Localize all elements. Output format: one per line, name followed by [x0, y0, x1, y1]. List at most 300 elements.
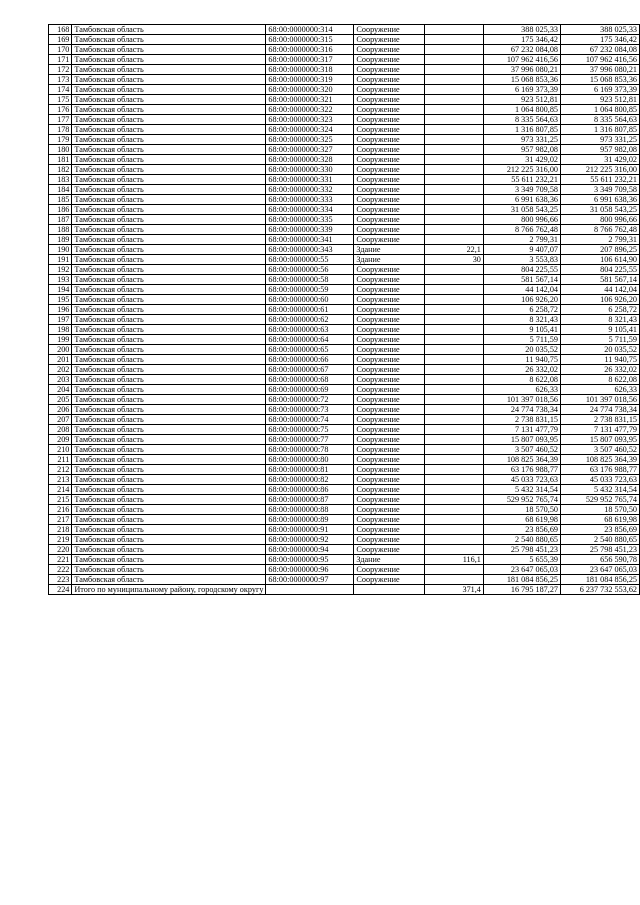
value-2-cell: 2 738 831,15 — [561, 415, 640, 425]
table-row — [49, 335, 640, 345]
object-type-cell: Сооружение — [354, 135, 425, 145]
cadastral-number-cell: 68:00:0000000:78 — [266, 445, 354, 455]
object-type-cell: Сооружение — [354, 25, 425, 35]
region-cell: Тамбовская область — [72, 565, 266, 575]
cadastral-number-cell: 68:00:0000000:63 — [266, 325, 354, 335]
region-cell: Тамбовская область — [72, 395, 266, 405]
region-cell: Тамбовская область — [72, 475, 266, 485]
table-row — [49, 445, 640, 455]
cadastral-number-cell: 68:00:0000000:59 — [266, 285, 354, 295]
cadastral-number-cell: 68:00:0000000:335 — [266, 215, 354, 225]
table-row — [49, 565, 640, 575]
value-1-cell: 7 131 477,79 — [483, 425, 560, 435]
value-2-cell: 9 105,41 — [561, 325, 640, 335]
object-type-cell: Сооружение — [354, 195, 425, 205]
object-type-cell: Сооружение — [354, 485, 425, 495]
value-1-cell: 44 142,04 — [483, 285, 560, 295]
table-row — [49, 135, 640, 145]
cadastral-number-cell: 68:00:0000000:325 — [266, 135, 354, 145]
region-cell: Тамбовская область — [72, 575, 266, 585]
area-cell — [424, 575, 483, 585]
table-row — [49, 325, 640, 335]
total-label: Итого по муниципальному району, городскому округу — [72, 585, 266, 595]
value-2-cell: 106 614,90 — [561, 255, 640, 265]
value-2-cell: 25 798 451,23 — [561, 545, 640, 555]
table-row — [49, 575, 640, 585]
value-2-cell: 8 766 762,48 — [561, 225, 640, 235]
cadastral-number-cell: 68:00:0000000:343 — [266, 245, 354, 255]
area-cell — [424, 165, 483, 175]
region-cell: Тамбовская область — [72, 405, 266, 415]
value-1-cell: 1 064 800,85 — [483, 105, 560, 115]
value-2-cell: 804 225,55 — [561, 265, 640, 275]
cadastral-number-cell: 68:00:0000000:55 — [266, 255, 354, 265]
area-cell — [424, 25, 483, 35]
row-number: 200 — [49, 345, 72, 355]
value-1-cell: 6 258,72 — [483, 305, 560, 315]
table-row — [49, 465, 640, 475]
value-1-cell: 67 232 084,08 — [483, 45, 560, 55]
table-row — [49, 295, 640, 305]
table-row — [49, 385, 640, 395]
value-1-cell: 9 105,41 — [483, 325, 560, 335]
value-1-cell: 18 570,50 — [483, 505, 560, 515]
region-cell: Тамбовская область — [72, 155, 266, 165]
value-1-cell: 388 025,33 — [483, 25, 560, 35]
row-number: 203 — [49, 375, 72, 385]
value-1-cell: 63 176 988,77 — [483, 465, 560, 475]
row-number: 185 — [49, 195, 72, 205]
cadastral-number-cell: 68:00:0000000:88 — [266, 505, 354, 515]
region-cell: Тамбовская область — [72, 375, 266, 385]
cadastral-number-cell: 68:00:0000000:60 — [266, 295, 354, 305]
value-2-cell: 68 619,98 — [561, 515, 640, 525]
area-cell — [424, 225, 483, 235]
area-cell — [424, 455, 483, 465]
table-body — [49, 25, 640, 585]
table-row — [49, 245, 640, 255]
row-number: 192 — [49, 265, 72, 275]
table-row — [49, 25, 640, 35]
object-type-cell: Сооружение — [354, 305, 425, 315]
row-number: 189 — [49, 235, 72, 245]
object-type-cell: Сооружение — [354, 405, 425, 415]
value-2-cell: 581 567,14 — [561, 275, 640, 285]
cadastral-number-cell: 68:00:0000000:89 — [266, 515, 354, 525]
value-2-cell: 108 825 364,39 — [561, 455, 640, 465]
region-cell: Тамбовская область — [72, 225, 266, 235]
object-type-cell: Сооружение — [354, 345, 425, 355]
object-type-cell: Сооружение — [354, 335, 425, 345]
cadastral-number-cell: 68:00:0000000:87 — [266, 495, 354, 505]
object-type-cell: Сооружение — [354, 275, 425, 285]
object-type-cell: Сооружение — [354, 105, 425, 115]
table-row — [49, 305, 640, 315]
value-1-cell: 804 225,55 — [483, 265, 560, 275]
cadastral-number-cell: 68:00:0000000:94 — [266, 545, 354, 555]
row-number: 199 — [49, 335, 72, 345]
row-number: 176 — [49, 105, 72, 115]
row-number: 210 — [49, 445, 72, 455]
value-1-cell: 529 952 765,74 — [483, 495, 560, 505]
cadastral-number-cell: 68:00:0000000:316 — [266, 45, 354, 55]
table-row — [49, 275, 640, 285]
total-value-2: 6 237 732 553,62 — [561, 585, 640, 595]
area-cell: 116,1 — [424, 555, 483, 565]
table-row — [49, 175, 640, 185]
value-2-cell: 106 926,20 — [561, 295, 640, 305]
cadastral-number-cell: 68:00:0000000:74 — [266, 415, 354, 425]
total-value-1: 16 795 187,27 — [483, 585, 560, 595]
table-row — [49, 375, 640, 385]
object-type-cell: Сооружение — [354, 565, 425, 575]
region-cell: Тамбовская область — [72, 85, 266, 95]
area-cell — [424, 355, 483, 365]
cadastral-number-cell: 68:00:0000000:317 — [266, 55, 354, 65]
area-cell — [424, 265, 483, 275]
row-number: 174 — [49, 85, 72, 95]
area-cell — [424, 215, 483, 225]
object-type-cell: Сооружение — [354, 145, 425, 155]
region-cell: Тамбовская область — [72, 95, 266, 105]
value-1-cell: 37 996 080,21 — [483, 65, 560, 75]
area-cell — [424, 55, 483, 65]
total-cadastral-cell — [266, 585, 354, 595]
table-row — [49, 35, 640, 45]
area-cell — [424, 375, 483, 385]
object-type-cell: Сооружение — [354, 295, 425, 305]
object-type-cell: Сооружение — [354, 155, 425, 165]
region-cell: Тамбовская область — [72, 105, 266, 115]
area-cell — [424, 545, 483, 555]
value-2-cell: 15 068 853,36 — [561, 75, 640, 85]
table-row — [49, 455, 640, 465]
row-number: 207 — [49, 415, 72, 425]
object-type-cell: Сооружение — [354, 215, 425, 225]
value-1-cell: 24 774 738,34 — [483, 405, 560, 415]
row-number: 215 — [49, 495, 72, 505]
area-cell — [424, 365, 483, 375]
value-2-cell: 23 856,69 — [561, 525, 640, 535]
region-cell: Тамбовская область — [72, 325, 266, 335]
property-table — [48, 24, 640, 595]
value-2-cell: 6 169 373,39 — [561, 85, 640, 95]
area-cell — [424, 465, 483, 475]
cadastral-number-cell: 68:00:0000000:75 — [266, 425, 354, 435]
region-cell: Тамбовская область — [72, 275, 266, 285]
row-number: 169 — [49, 35, 72, 45]
value-2-cell: 656 590,78 — [561, 555, 640, 565]
object-type-cell: Сооружение — [354, 185, 425, 195]
object-type-cell: Сооружение — [354, 265, 425, 275]
value-2-cell: 44 142,04 — [561, 285, 640, 295]
row-number: 168 — [49, 25, 72, 35]
object-type-cell: Сооружение — [354, 35, 425, 45]
value-1-cell: 8 622,08 — [483, 375, 560, 385]
value-2-cell: 2 799,31 — [561, 235, 640, 245]
row-number: 218 — [49, 525, 72, 535]
value-2-cell: 8 335 564,63 — [561, 115, 640, 125]
object-type-cell: Сооружение — [354, 365, 425, 375]
cadastral-number-cell: 68:00:0000000:64 — [266, 335, 354, 345]
region-cell: Тамбовская область — [72, 25, 266, 35]
value-1-cell: 2 738 831,15 — [483, 415, 560, 425]
object-type-cell: Сооружение — [354, 75, 425, 85]
region-cell: Тамбовская область — [72, 145, 266, 155]
area-cell: 30 — [424, 255, 483, 265]
total-type-cell — [354, 585, 425, 595]
object-type-cell: Сооружение — [354, 425, 425, 435]
row-number: 206 — [49, 405, 72, 415]
row-number: 173 — [49, 75, 72, 85]
total-row-number: 224 — [49, 585, 72, 595]
value-1-cell: 212 225 316,00 — [483, 165, 560, 175]
value-2-cell: 107 962 416,56 — [561, 55, 640, 65]
table-row — [49, 85, 640, 95]
table-row — [49, 125, 640, 135]
row-number: 198 — [49, 325, 72, 335]
value-1-cell: 8 766 762,48 — [483, 225, 560, 235]
row-number: 194 — [49, 285, 72, 295]
value-2-cell: 8 622,08 — [561, 375, 640, 385]
value-1-cell: 3 553,83 — [483, 255, 560, 265]
cadastral-number-cell: 68:00:0000000:314 — [266, 25, 354, 35]
region-cell: Тамбовская область — [72, 205, 266, 215]
row-number: 180 — [49, 145, 72, 155]
object-type-cell: Сооружение — [354, 495, 425, 505]
table-row — [49, 215, 640, 225]
table-row — [49, 145, 640, 155]
row-number: 186 — [49, 205, 72, 215]
area-cell — [424, 195, 483, 205]
area-cell — [424, 475, 483, 485]
row-number: 178 — [49, 125, 72, 135]
object-type-cell: Сооружение — [354, 165, 425, 175]
region-cell: Тамбовская область — [72, 45, 266, 55]
value-2-cell: 388 025,33 — [561, 25, 640, 35]
value-2-cell: 7 131 477,79 — [561, 425, 640, 435]
cadastral-number-cell: 68:00:0000000:95 — [266, 555, 354, 565]
area-cell — [424, 335, 483, 345]
table-row — [49, 555, 640, 565]
cadastral-number-cell: 68:00:0000000:68 — [266, 375, 354, 385]
row-number: 223 — [49, 575, 72, 585]
area-cell — [424, 45, 483, 55]
table-row — [49, 425, 640, 435]
region-cell: Тамбовская область — [72, 55, 266, 65]
table-row — [49, 95, 640, 105]
value-1-cell: 175 346,42 — [483, 35, 560, 45]
table-row — [49, 195, 640, 205]
value-1-cell: 31 058 543,25 — [483, 205, 560, 215]
region-cell: Тамбовская область — [72, 265, 266, 275]
area-cell: 22,1 — [424, 245, 483, 255]
region-cell: Тамбовская область — [72, 455, 266, 465]
region-cell: Тамбовская область — [72, 295, 266, 305]
value-2-cell: 26 332,02 — [561, 365, 640, 375]
area-cell — [424, 125, 483, 135]
region-cell: Тамбовская область — [72, 115, 266, 125]
value-1-cell: 101 397 018,56 — [483, 395, 560, 405]
region-cell: Тамбовская область — [72, 515, 266, 525]
value-1-cell: 20 035,52 — [483, 345, 560, 355]
area-cell — [424, 405, 483, 415]
value-2-cell: 63 176 988,77 — [561, 465, 640, 475]
value-1-cell: 3 349 709,58 — [483, 185, 560, 195]
region-cell: Тамбовская область — [72, 185, 266, 195]
value-1-cell: 31 429,02 — [483, 155, 560, 165]
row-number: 217 — [49, 515, 72, 525]
cadastral-number-cell: 68:00:0000000:97 — [266, 575, 354, 585]
cadastral-number-cell: 68:00:0000000:327 — [266, 145, 354, 155]
region-cell: Тамбовская область — [72, 285, 266, 295]
object-type-cell: Сооружение — [354, 525, 425, 535]
value-2-cell: 8 321,43 — [561, 315, 640, 325]
value-2-cell: 6 991 638,36 — [561, 195, 640, 205]
row-number: 211 — [49, 455, 72, 465]
area-cell — [424, 325, 483, 335]
cadastral-number-cell: 68:00:0000000:339 — [266, 225, 354, 235]
cadastral-number-cell: 68:00:0000000:73 — [266, 405, 354, 415]
value-2-cell: 55 611 232,21 — [561, 175, 640, 185]
region-cell: Тамбовская область — [72, 75, 266, 85]
value-1-cell: 973 331,25 — [483, 135, 560, 145]
area-cell — [424, 435, 483, 445]
object-type-cell: Сооружение — [354, 475, 425, 485]
value-1-cell: 626,33 — [483, 385, 560, 395]
object-type-cell: Сооружение — [354, 235, 425, 245]
table-row — [49, 525, 640, 535]
table-row — [49, 285, 640, 295]
object-type-cell: Сооружение — [354, 315, 425, 325]
area-cell — [424, 235, 483, 245]
value-2-cell: 973 331,25 — [561, 135, 640, 145]
row-number: 214 — [49, 485, 72, 495]
value-1-cell: 26 332,02 — [483, 365, 560, 375]
value-2-cell: 212 225 316,00 — [561, 165, 640, 175]
value-1-cell: 1 316 807,85 — [483, 125, 560, 135]
cadastral-number-cell: 68:00:0000000:324 — [266, 125, 354, 135]
cadastral-number-cell: 68:00:0000000:330 — [266, 165, 354, 175]
row-number: 205 — [49, 395, 72, 405]
value-1-cell: 2 799,31 — [483, 235, 560, 245]
area-cell — [424, 65, 483, 75]
table-row — [49, 75, 640, 85]
cadastral-number-cell: 68:00:0000000:320 — [266, 85, 354, 95]
value-1-cell: 581 567,14 — [483, 275, 560, 285]
table-row — [49, 115, 640, 125]
value-2-cell: 15 807 093,95 — [561, 435, 640, 445]
area-cell — [424, 305, 483, 315]
object-type-cell: Сооружение — [354, 375, 425, 385]
area-cell — [424, 275, 483, 285]
region-cell: Тамбовская область — [72, 195, 266, 205]
value-1-cell: 11 940,75 — [483, 355, 560, 365]
object-type-cell: Сооружение — [354, 465, 425, 475]
region-cell: Тамбовская область — [72, 425, 266, 435]
region-cell: Тамбовская область — [72, 315, 266, 325]
value-2-cell: 5 432 314,54 — [561, 485, 640, 495]
cadastral-number-cell: 68:00:0000000:332 — [266, 185, 354, 195]
value-2-cell: 31 058 543,25 — [561, 205, 640, 215]
row-number: 190 — [49, 245, 72, 255]
row-number: 191 — [49, 255, 72, 265]
object-type-cell: Сооружение — [354, 175, 425, 185]
area-cell — [424, 345, 483, 355]
value-1-cell: 68 619,98 — [483, 515, 560, 525]
cadastral-number-cell: 68:00:0000000:62 — [266, 315, 354, 325]
row-number: 175 — [49, 95, 72, 105]
area-cell — [424, 75, 483, 85]
row-number: 220 — [49, 545, 72, 555]
region-cell: Тамбовская область — [72, 495, 266, 505]
area-cell — [424, 115, 483, 125]
value-1-cell: 923 512,81 — [483, 95, 560, 105]
row-number: 213 — [49, 475, 72, 485]
row-number: 183 — [49, 175, 72, 185]
row-number: 170 — [49, 45, 72, 55]
row-number: 212 — [49, 465, 72, 475]
cadastral-number-cell: 68:00:0000000:321 — [266, 95, 354, 105]
value-1-cell: 8 335 564,63 — [483, 115, 560, 125]
cadastral-number-cell: 68:00:0000000:323 — [266, 115, 354, 125]
value-2-cell: 800 996,66 — [561, 215, 640, 225]
value-1-cell: 15 068 853,36 — [483, 75, 560, 85]
area-cell — [424, 295, 483, 305]
value-2-cell: 1 316 807,85 — [561, 125, 640, 135]
region-cell: Тамбовская область — [72, 135, 266, 145]
value-1-cell: 23 856,69 — [483, 525, 560, 535]
region-cell: Тамбовская область — [72, 385, 266, 395]
object-type-cell: Сооружение — [354, 455, 425, 465]
area-cell — [424, 515, 483, 525]
value-2-cell: 20 035,52 — [561, 345, 640, 355]
object-type-cell: Сооружение — [354, 205, 425, 215]
row-number: 197 — [49, 315, 72, 325]
table-row — [49, 365, 640, 375]
value-2-cell: 5 711,59 — [561, 335, 640, 345]
region-cell: Тамбовская область — [72, 555, 266, 565]
table-row — [49, 415, 640, 425]
value-2-cell: 11 940,75 — [561, 355, 640, 365]
cadastral-number-cell: 68:00:0000000:82 — [266, 475, 354, 485]
object-type-cell: Сооружение — [354, 445, 425, 455]
cadastral-number-cell: 68:00:0000000:92 — [266, 535, 354, 545]
table-row — [49, 475, 640, 485]
table-row — [49, 405, 640, 415]
row-number: 216 — [49, 505, 72, 515]
total-area: 371,4 — [424, 585, 483, 595]
value-2-cell: 529 952 765,74 — [561, 495, 640, 505]
table-row — [49, 515, 640, 525]
object-type-cell: Сооружение — [354, 95, 425, 105]
row-number: 195 — [49, 295, 72, 305]
row-number: 187 — [49, 215, 72, 225]
area-cell — [424, 145, 483, 155]
cadastral-number-cell: 68:00:0000000:65 — [266, 345, 354, 355]
region-cell: Тамбовская область — [72, 65, 266, 75]
table-row — [49, 105, 640, 115]
region-cell: Тамбовская область — [72, 235, 266, 245]
cadastral-number-cell: 68:00:0000000:72 — [266, 395, 354, 405]
table-row — [49, 65, 640, 75]
object-type-cell: Здание — [354, 245, 425, 255]
value-1-cell: 107 962 416,56 — [483, 55, 560, 65]
value-2-cell: 67 232 084,08 — [561, 45, 640, 55]
area-cell — [424, 285, 483, 295]
row-number: 177 — [49, 115, 72, 125]
table-row — [49, 505, 640, 515]
